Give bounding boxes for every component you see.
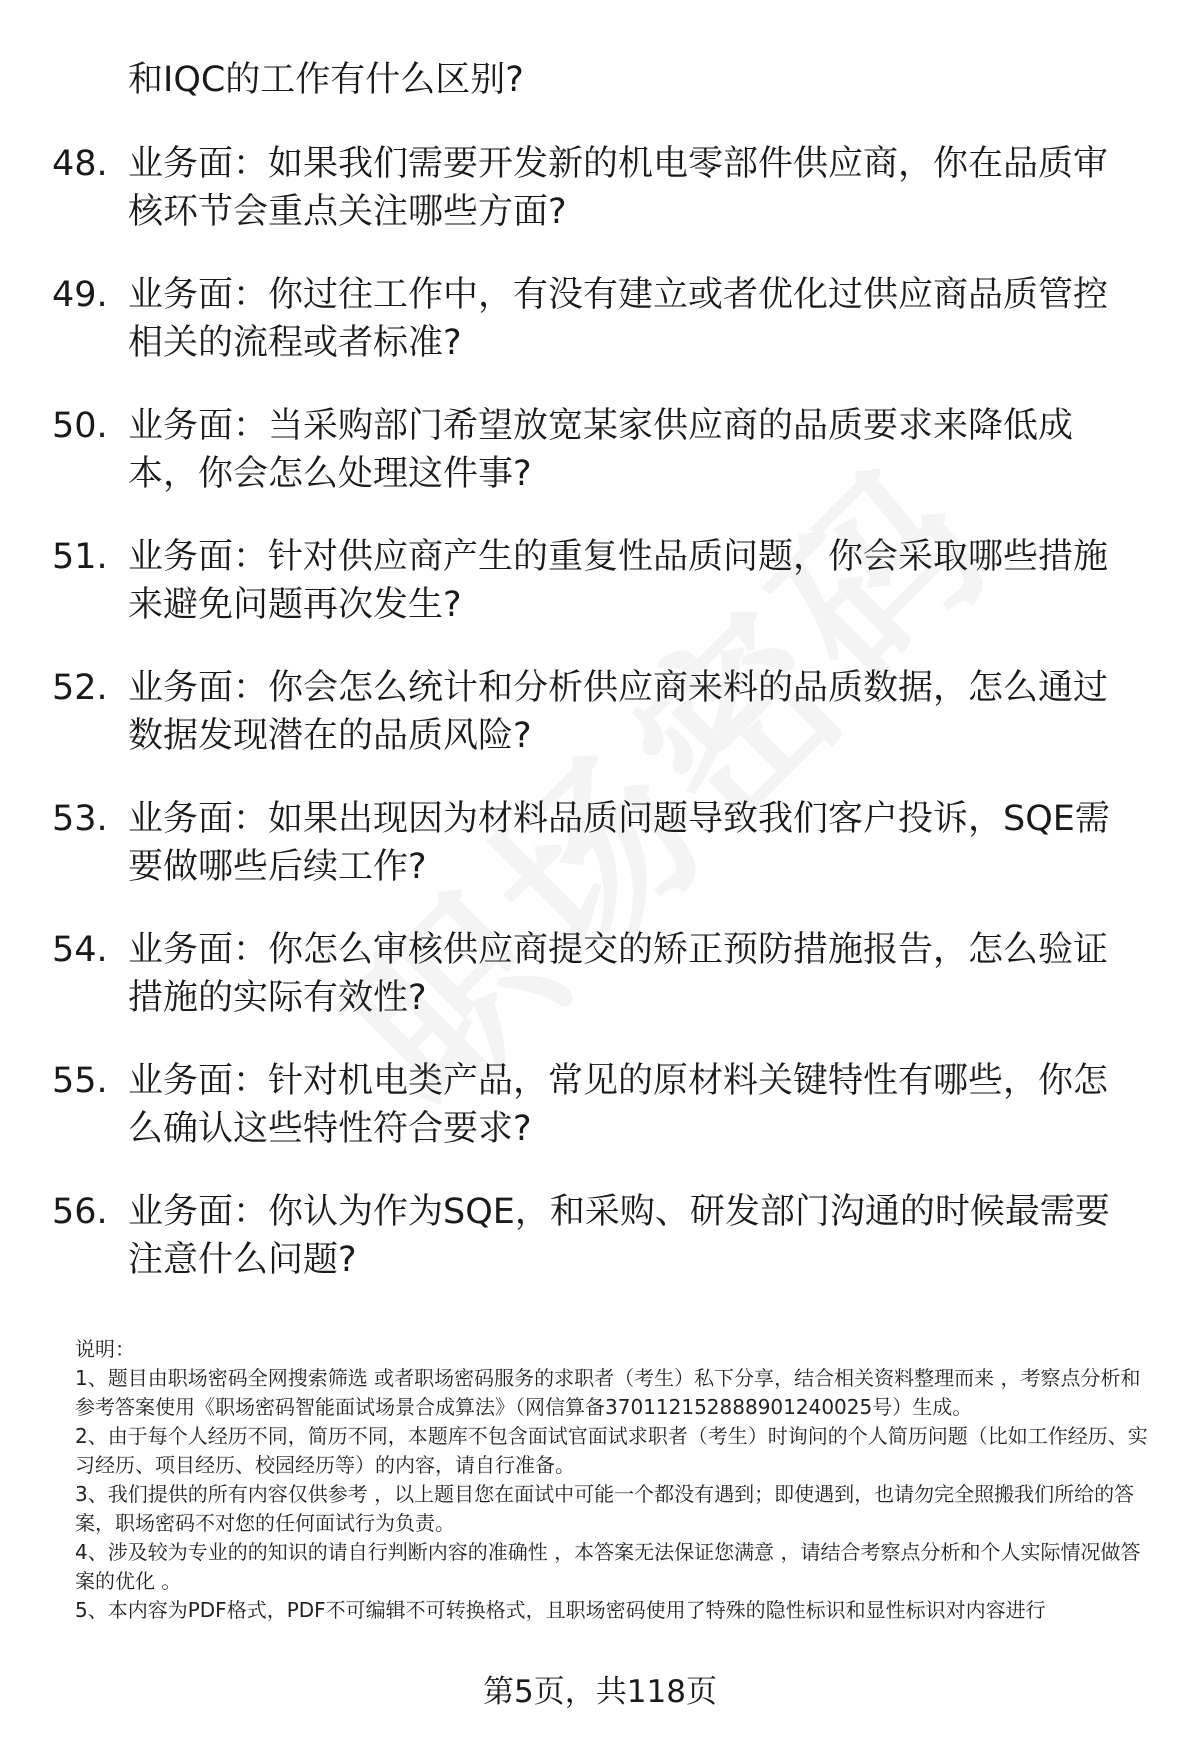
- question-item: [52, 402, 1200, 498]
- question-text: 业务面：你认为作为SQE，和采购、研发部门沟通的时候最需要注意什么问题?: [128, 1192, 1110, 1280]
- question-number: 50.: [52, 406, 108, 446]
- note-item: 4、涉及较为专业的的知识的请自行判断内容的准确性 ，本答案无法保证您满意 ，请结合考察点分析和个人实际情况做答案的优化 。: [75, 1540, 1141, 1593]
- question-text: 业务面：你过往工作中，有没有建立或者优化过供应商品质管控相关的流程或者标准?: [128, 275, 1109, 363]
- question-text: 业务面：你怎么审核供应商提交的矫正预防措施报告，怎么验证措施的实际有效性?: [128, 930, 1109, 1018]
- question-text: 业务面：如果出现因为材料品质问题导致我们客户投诉，SQE需要做哪些后续工作?: [128, 799, 1110, 887]
- question-number: 53.: [52, 799, 108, 839]
- note-item: 1、题目由职场密码全网搜索筛选 或者职场密码服务的求职者（考生）私下分享，结合相关资料整理而来 ，考察点分析和参考答案使用《职场密码智能面试场景合成算法》（网信算备370112152888901240025号）生成。: [75, 1366, 1141, 1419]
- question-text: 业务面：针对供应商产生的重复性品质问题，你会采取哪些措施来避免问题再次发生?: [128, 537, 1109, 625]
- question-text: 业务面：你会怎么统计和分析供应商来料的品质数据，怎么通过数据发现潜在的品质风险?: [128, 668, 1109, 756]
- question-number: 49.: [52, 275, 108, 315]
- question-item: [52, 926, 1200, 1022]
- question-number: 48.: [52, 144, 108, 184]
- question-number: 56.: [52, 1192, 108, 1232]
- question-number: 51.: [52, 537, 108, 577]
- note-item: 3、我们提供的所有内容仅供参考 ，以上题目您在面试中可能一个都没有遇到；即使遇到，也请勿完全照搬我们所给的答案，职场密码不对您的任何面试行为负责。: [75, 1482, 1135, 1535]
- question-continuation: 和IQC的工作有什么区别?: [128, 60, 524, 100]
- page-number-footer: 第5页，共118页: [483, 1674, 717, 1710]
- question-item: [52, 795, 1200, 891]
- question-number: 55.: [52, 1061, 108, 1101]
- note-item: 5、本内容为PDF格式，PDF不可编辑不可转换格式，且职场密码使用了特殊的隐性标识和显性标识对内容进行: [75, 1598, 1046, 1622]
- question-item: [52, 664, 1200, 760]
- question-text: 业务面：如果我们需要开发新的机电零部件供应商，你在品质审核环节会重点关注哪些方面?: [128, 144, 1109, 232]
- question-list: [0, 56, 1200, 1319]
- question-item: [52, 1057, 1200, 1153]
- notes-title: 说明：: [75, 1337, 135, 1361]
- note-item: 2、由于每个人经历不同，简历不同，本题库不包含面试官面试求职者（考生）时询问的个人简历问题（比如工作经历、实习经历、项目经历、校园经历等）的内容，请自行准备。: [75, 1424, 1148, 1477]
- question-item: [52, 140, 1200, 236]
- notes-section: [75, 1335, 1160, 1625]
- question-text: 业务面：针对机电类产品，常见的原材料关键特性有哪些，你怎么确认这些特性符合要求?: [128, 1061, 1109, 1149]
- question-item: [52, 1188, 1200, 1284]
- question-number: 54.: [52, 930, 108, 970]
- question-number: 52.: [52, 668, 108, 708]
- question-item: [52, 533, 1200, 629]
- question-text: 业务面：当采购部门希望放宽某家供应商的品质要求来降低成本，你会怎么处理这件事?: [128, 406, 1074, 494]
- question-item: [52, 271, 1200, 367]
